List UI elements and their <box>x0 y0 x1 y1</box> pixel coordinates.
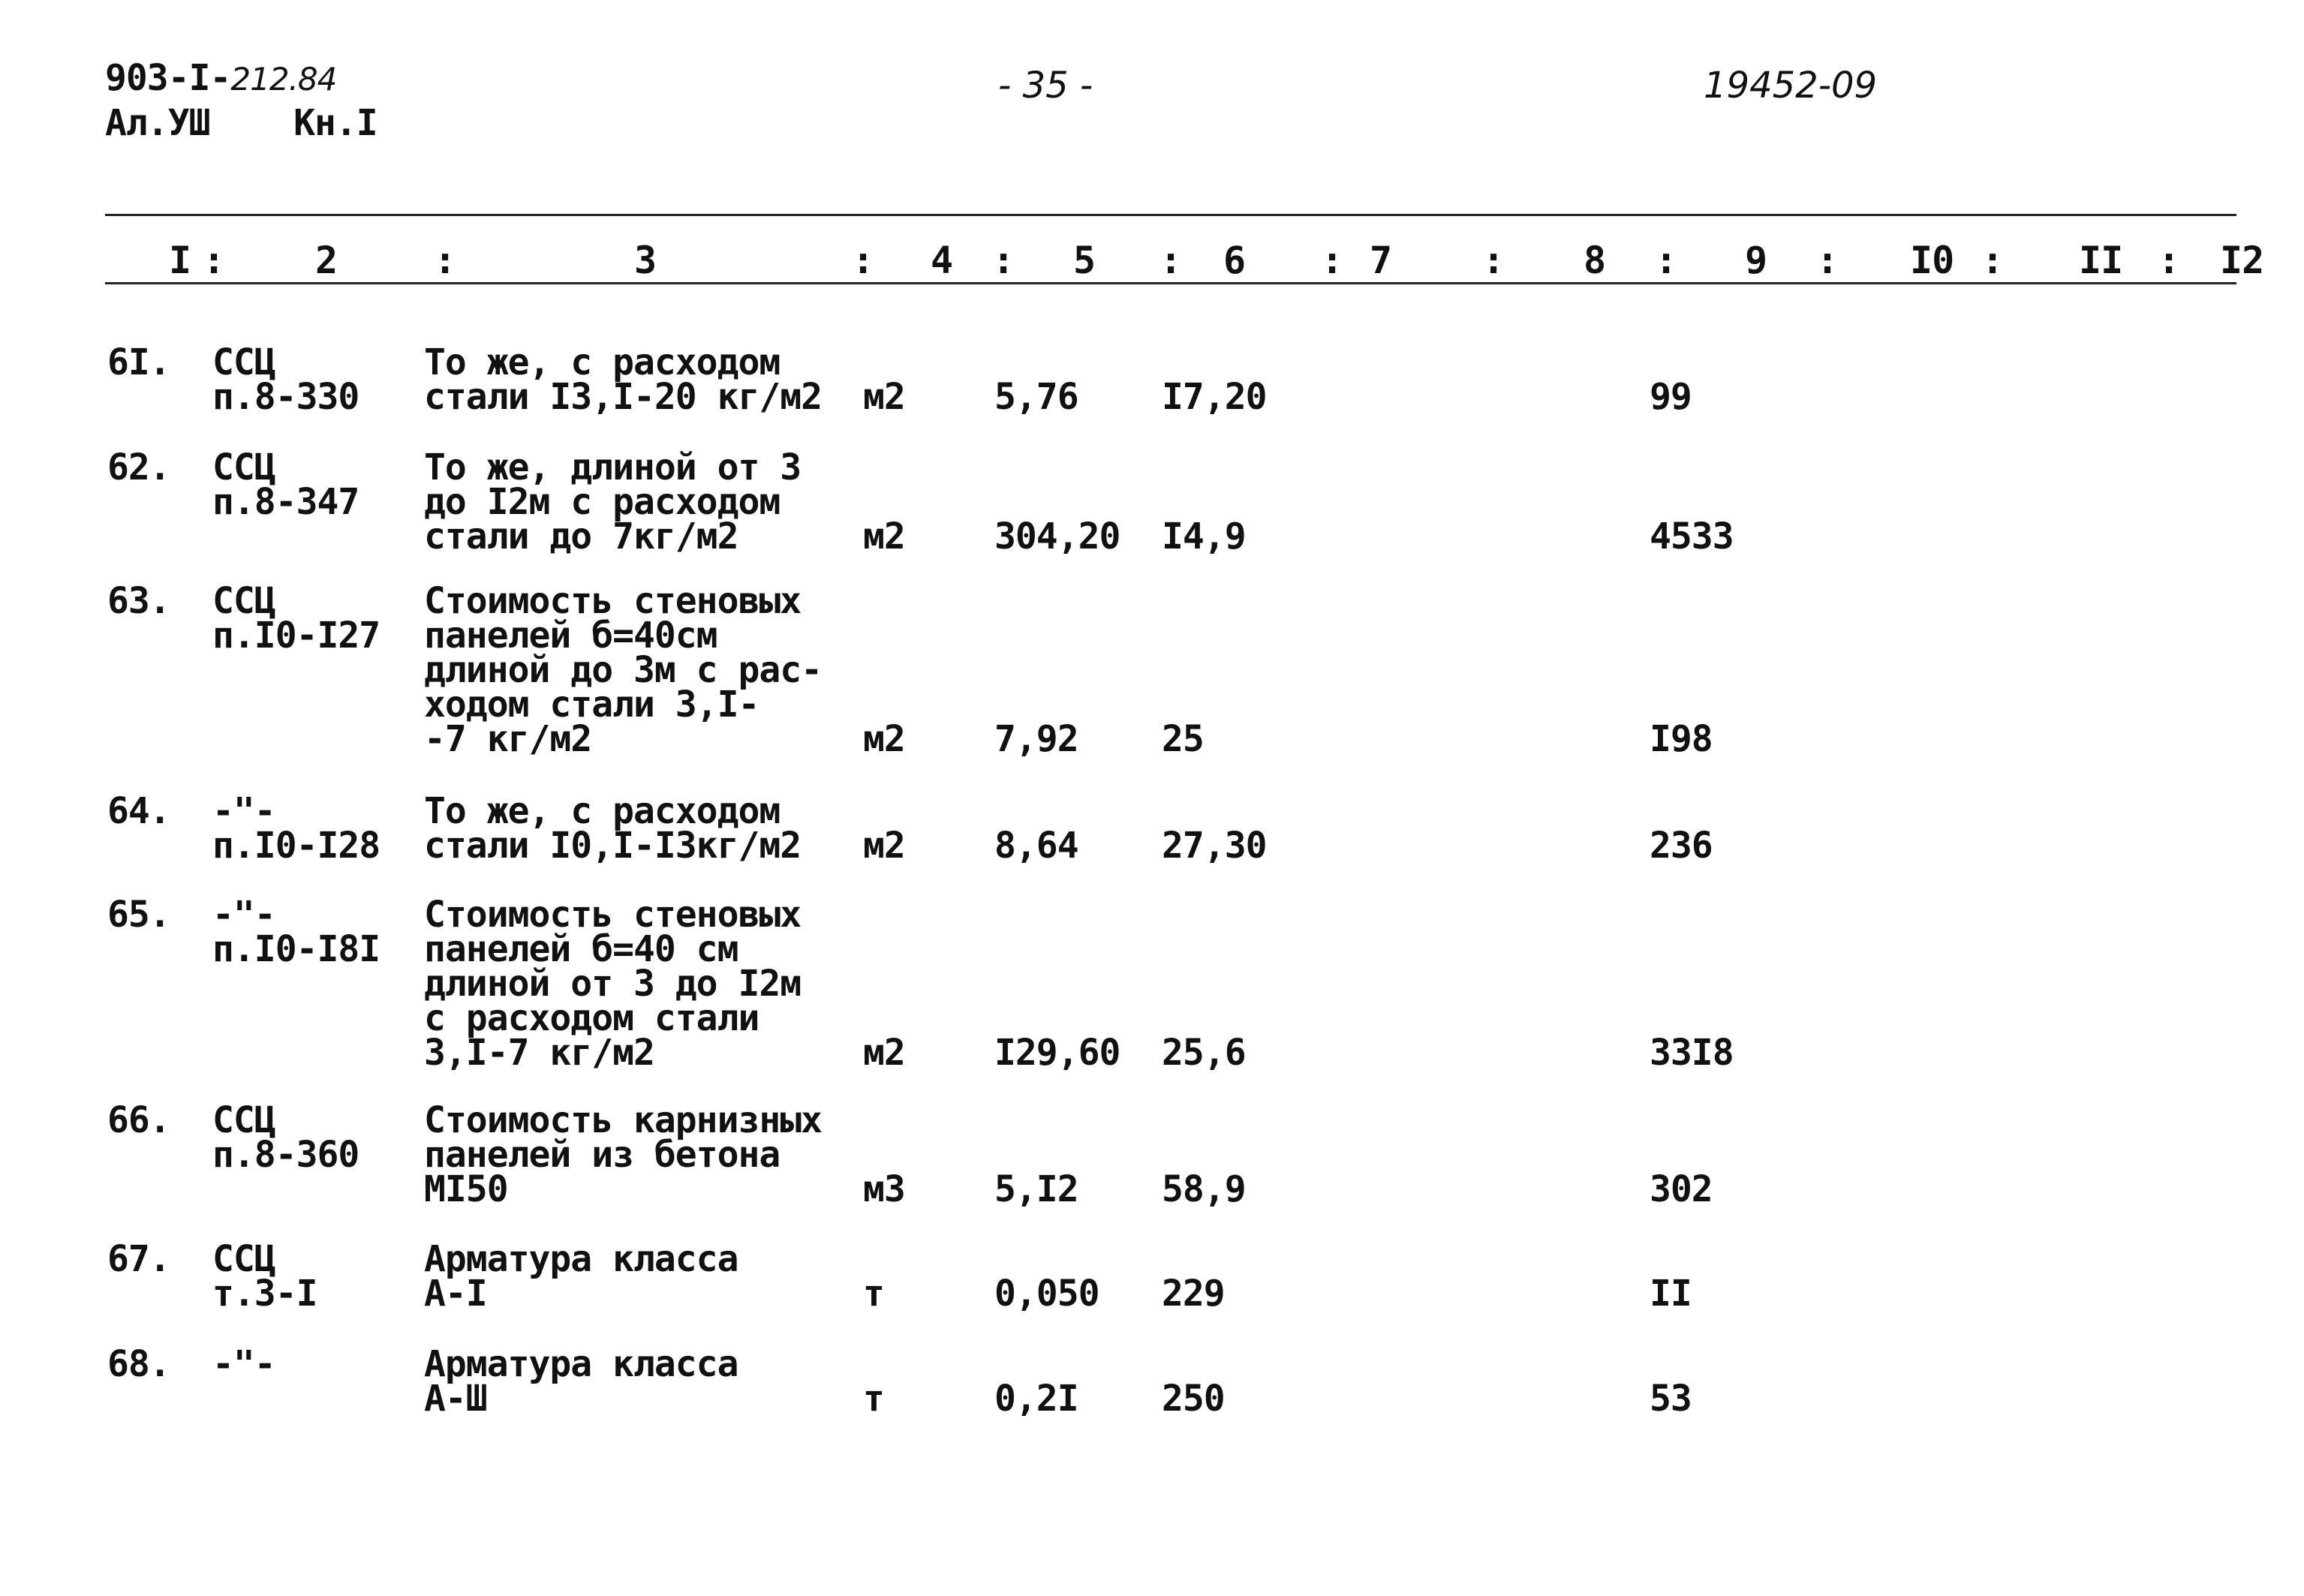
column-number-2: 2 <box>315 239 338 282</box>
price-reference: -"- п.I0-I28 <box>212 790 380 867</box>
quantity: 0,050 <box>994 1273 1099 1315</box>
column-separator: : <box>992 239 1015 282</box>
quantity: 8,64 <box>994 825 1078 867</box>
quantity: 5,I2 <box>994 1168 1078 1210</box>
column-separator: : <box>1981 239 2004 282</box>
row-number: 65. <box>107 894 170 936</box>
unit-price: 250 <box>1162 1378 1225 1420</box>
price-reference: ССЦ т.3-I <box>212 1238 317 1315</box>
total-cost: 53 <box>1650 1378 1692 1420</box>
unit-price: 229 <box>1162 1273 1225 1315</box>
price-reference: -"- п.I0-I8I <box>212 894 380 970</box>
unit-price: I4,9 <box>1162 515 1246 558</box>
column-separator: : <box>434 239 456 282</box>
document-code-handwritten: 212.84 <box>230 61 337 98</box>
header-rule-bottom <box>105 282 2236 284</box>
document-number: 19452-09 <box>1704 65 1878 107</box>
column-number-10: I0 <box>1910 239 1954 282</box>
total-cost: 33I8 <box>1650 1032 1734 1074</box>
page-number: - 35 - <box>998 65 1093 107</box>
document-volume: Ал.УШ Кн.I <box>105 102 377 144</box>
unit-price: 58,9 <box>1162 1168 1246 1210</box>
row-number: 68. <box>107 1343 170 1385</box>
work-description: Стоимость стеновых панелей б=40см длиной до 3м с рас- ходом стали 3,I- -7 кг/м2 <box>424 580 823 760</box>
header-rule-top <box>105 214 2236 216</box>
column-number-9: 9 <box>1745 239 1767 282</box>
document-code <box>105 57 337 99</box>
column-separator: : <box>1655 239 1677 282</box>
column-number-12: I2 <box>2220 239 2264 282</box>
column-separator: : <box>203 239 225 282</box>
unit-of-measure: м3 <box>863 1168 905 1210</box>
quantity: 5,76 <box>994 376 1078 418</box>
unit-of-measure: м2 <box>863 1032 905 1074</box>
row-number: 64. <box>107 790 170 832</box>
total-cost: 302 <box>1650 1168 1713 1210</box>
row-number: 63. <box>107 580 170 622</box>
column-number-3: 3 <box>634 239 657 282</box>
unit-of-measure: м2 <box>863 515 905 558</box>
column-separator: : <box>1321 239 1343 282</box>
work-description: Арматура класса А-Ш <box>424 1343 738 1420</box>
work-description: То же, с расходом стали I3,I-20 кг/м2 <box>424 341 823 418</box>
price-reference: ССЦ п.8-360 <box>212 1099 359 1176</box>
document-code-prefix: 903-I- <box>105 57 231 99</box>
price-reference: ССЦ п.8-330 <box>212 341 359 418</box>
column-separator: : <box>1482 239 1505 282</box>
row-number: 6I. <box>107 341 170 383</box>
column-number-6: 6 <box>1223 239 1246 282</box>
work-description: То же, длиной от 3 до I2м с расходом стали до 7кг/м2 <box>424 446 802 558</box>
column-separator: : <box>2158 239 2180 282</box>
total-cost: I98 <box>1650 718 1713 760</box>
price-reference: -"- <box>212 1343 275 1385</box>
column-separator: : <box>852 239 874 282</box>
quantity: 7,92 <box>994 718 1078 760</box>
total-cost: 236 <box>1650 825 1713 867</box>
quantity: I29,60 <box>994 1032 1120 1074</box>
work-description: Стоимость карнизных панелей из бетона МI50 <box>424 1099 823 1210</box>
column-number-1: I <box>169 239 191 282</box>
total-cost: II <box>1650 1273 1692 1315</box>
column-number-4: 4 <box>931 239 953 282</box>
quantity: 0,2I <box>994 1378 1078 1420</box>
column-number-5: 5 <box>1073 239 1096 282</box>
unit-price: 25 <box>1162 718 1204 760</box>
row-number: 62. <box>107 446 170 488</box>
unit-price: I7,20 <box>1162 376 1267 418</box>
total-cost: 99 <box>1650 376 1692 418</box>
unit-of-measure: т <box>863 1273 884 1315</box>
column-separator: : <box>1816 239 1839 282</box>
unit-price: 25,6 <box>1162 1032 1246 1074</box>
column-number-11: II <box>2079 239 2123 282</box>
unit-of-measure: т <box>863 1378 884 1420</box>
column-separator: : <box>1160 239 1182 282</box>
unit-of-measure: м2 <box>863 718 905 760</box>
price-reference: ССЦ п.I0-I27 <box>212 580 380 657</box>
unit-price: 27,30 <box>1162 825 1267 867</box>
price-reference: ССЦ п.8-347 <box>212 446 359 523</box>
work-description: То же, с расходом стали I0,I-I3кг/м2 <box>424 790 802 867</box>
unit-of-measure: м2 <box>863 825 905 867</box>
quantity: 304,20 <box>994 515 1120 558</box>
total-cost: 4533 <box>1650 515 1734 558</box>
unit-of-measure: м2 <box>863 376 905 418</box>
row-number: 66. <box>107 1099 170 1141</box>
row-number: 67. <box>107 1238 170 1280</box>
column-number-7: 7 <box>1370 239 1392 282</box>
work-description: Арматура класса А-I <box>424 1238 738 1315</box>
work-description: Стоимость стеновых панелей б=40 см длиной от 3 до I2м с расходом стали 3,I-7 кг/м2 <box>424 894 802 1074</box>
column-number-8: 8 <box>1584 239 1606 282</box>
